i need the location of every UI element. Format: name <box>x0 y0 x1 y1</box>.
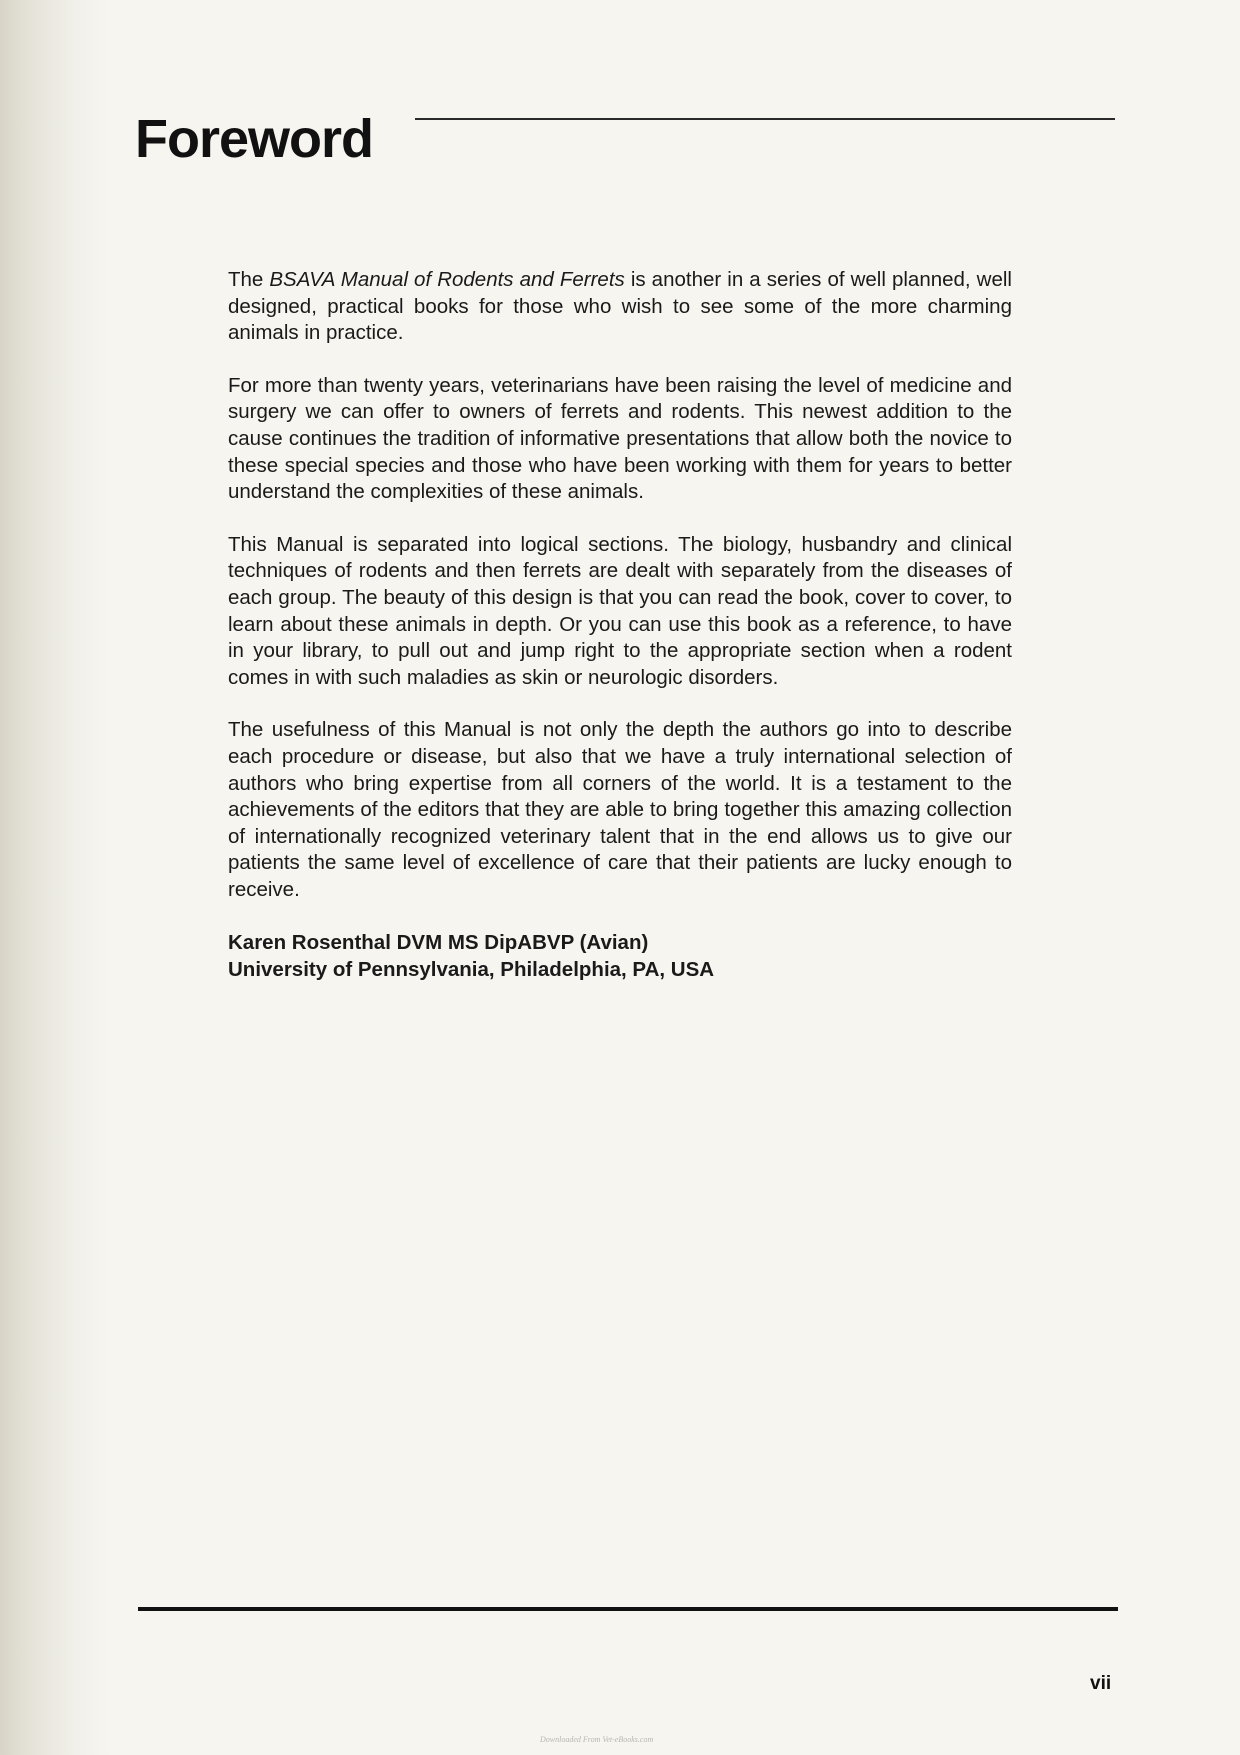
paragraph-1-start: The <box>228 268 270 291</box>
signature-block <box>228 929 1012 983</box>
paragraph-1-rest: is another in a series of well planned, well designed, practical books for those who wish to see some of the more charming animals in practice. <box>228 268 1012 345</box>
page-gutter-shadow <box>0 0 110 1755</box>
foreword-body <box>228 267 1012 983</box>
author-name: Karen Rosenthal DVM MS DipABVP (Avian) <box>228 931 649 955</box>
author-affiliation: University of Pennsylvania, Philadelphia, PA, USA <box>228 958 715 982</box>
paragraph-2: For more than twenty years, veterinarians have been raising the level of medicine and surgery we can offer to owners of ferrets and rodents. This newest addition to the cause continues the tradition of informative presentations that allow both the novice to these special species and those who have been working with them for years to better understand the complexities of these animals. <box>228 373 1012 504</box>
paragraph-3: This Manual is separated into logical sections. The biology, husbandry and clinical techniques of rodents and then ferrets are dealt with separately from the diseases of each group. The beauty of this design is that you can read the book, cover to cover, to learn about these animals in depth. Or you can use this book as a reference, to have in your library, to pull out and jump right to the appropriate section when a rodent comes in with such maladies as skin or neurologic disorders. <box>228 532 1012 689</box>
footer-rule <box>138 1607 1118 1611</box>
title-rule <box>415 118 1115 120</box>
paragraph-4: The usefulness of this Manual is not only the depth the authors go into to describe each procedure or disease, but also that we have a truly international selection of authors who bring expertise from all corners of the world. It is a testament to the achievements of the editors that they are able to bring together this amazing collection of internationally recognized veterinary talent that in the end allows us to give our patients the same level of excellence of care that their patients are lucky enough to receive. <box>228 718 1012 901</box>
download-watermark: Downloaded From Vet-eBooks.com <box>540 1735 654 1744</box>
page-title: Foreword <box>135 109 374 169</box>
book-title: BSAVA Manual of Rodents and Ferrets <box>269 268 625 291</box>
paragraph-1 <box>228 267 1012 347</box>
page-number: vii <box>1090 1673 1112 1694</box>
